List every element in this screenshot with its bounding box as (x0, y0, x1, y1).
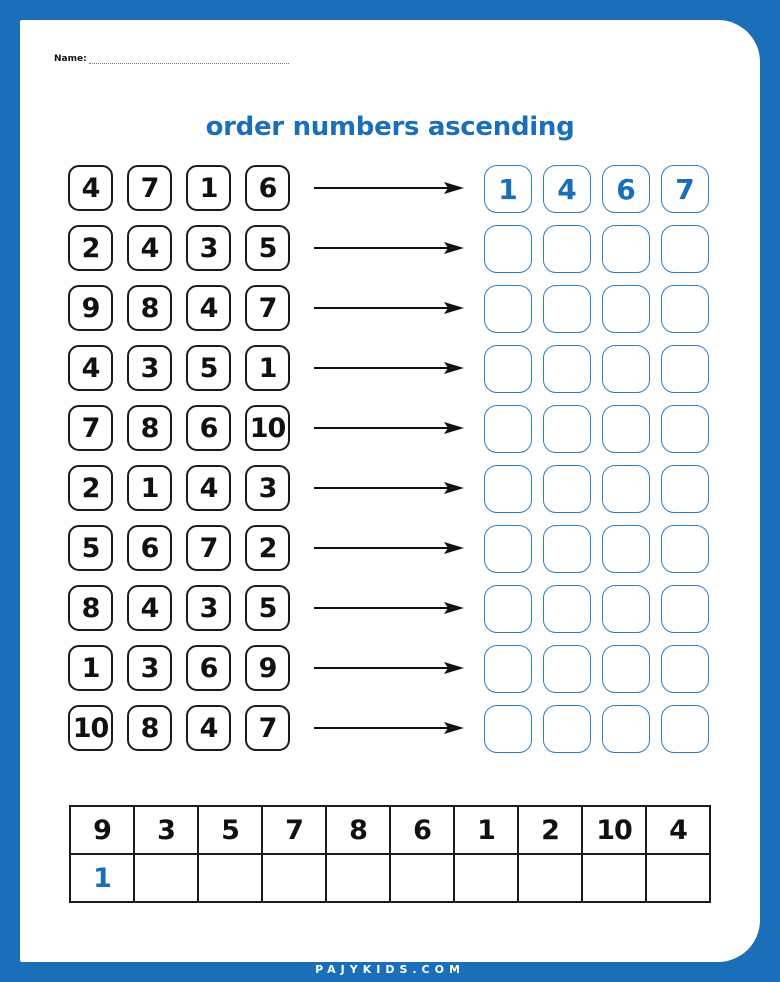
arrow-right-icon (314, 301, 464, 315)
table-answer-cell[interactable]: 1 (70, 854, 134, 902)
table-number-cell: 8 (326, 806, 390, 854)
answer-box[interactable] (543, 705, 591, 753)
exercise-row (68, 285, 718, 335)
exercise-row (68, 525, 718, 575)
answer-box[interactable] (484, 405, 532, 453)
number-box: 2 (68, 225, 113, 271)
answer-box[interactable] (543, 225, 591, 273)
number-box: 3 (186, 585, 231, 631)
exercise-row (68, 165, 718, 215)
number-box: 7 (245, 285, 290, 331)
arrow-right-icon (314, 241, 464, 255)
arrow-right-icon (314, 721, 464, 735)
arrow-right-icon (314, 541, 464, 555)
answer-box[interactable] (543, 285, 591, 333)
number-box: 7 (186, 525, 231, 571)
table-number-cell: 1 (454, 806, 518, 854)
number-box: 2 (68, 465, 113, 511)
answer-box[interactable] (484, 225, 532, 273)
exercise-row (68, 705, 718, 755)
number-box: 4 (186, 285, 231, 331)
table-answer-cell[interactable] (134, 854, 198, 902)
answer-box[interactable] (543, 585, 591, 633)
answer-box[interactable] (661, 345, 709, 393)
answer-box[interactable] (602, 285, 650, 333)
answer-box[interactable] (602, 525, 650, 573)
answer-box[interactable] (602, 405, 650, 453)
table-answer-cell[interactable] (326, 854, 390, 902)
answer-box[interactable] (602, 225, 650, 273)
number-box: 7 (127, 165, 172, 211)
table-number-cell: 10 (582, 806, 646, 854)
number-box: 4 (186, 705, 231, 751)
number-box: 1 (245, 345, 290, 391)
number-box: 4 (127, 585, 172, 631)
answer-box[interactable] (543, 345, 591, 393)
number-box: 3 (245, 465, 290, 511)
number-box: 6 (186, 405, 231, 451)
page-title: order numbers ascending (205, 112, 575, 142)
number-box: 10 (68, 705, 113, 751)
table-number-cell: 6 (390, 806, 454, 854)
answer-box[interactable] (602, 465, 650, 513)
number-box: 4 (186, 465, 231, 511)
number-box: 3 (186, 225, 231, 271)
arrow-right-icon (314, 481, 464, 495)
table-numbers-row (70, 806, 710, 854)
number-box: 6 (245, 165, 290, 211)
number-box: 9 (245, 645, 290, 691)
answer-box[interactable] (661, 525, 709, 573)
number-box: 1 (127, 465, 172, 511)
number-box: 1 (68, 645, 113, 691)
answer-box[interactable] (661, 225, 709, 273)
table-answer-cell[interactable] (390, 854, 454, 902)
ordering-table (69, 805, 711, 903)
answer-box[interactable] (543, 645, 591, 693)
number-box: 6 (186, 645, 231, 691)
answer-box[interactable] (484, 525, 532, 573)
number-box: 10 (245, 405, 290, 451)
number-box: 2 (245, 525, 290, 571)
answer-box[interactable] (602, 585, 650, 633)
table-answer-cell[interactable] (518, 854, 582, 902)
table-number-cell: 4 (646, 806, 710, 854)
answer-box[interactable]: 6 (602, 165, 650, 213)
arrow-right-icon (314, 601, 464, 615)
number-box: 5 (245, 585, 290, 631)
answer-box[interactable] (484, 465, 532, 513)
arrow-right-icon (314, 661, 464, 675)
arrow-right-icon (314, 421, 464, 435)
answer-box[interactable] (484, 585, 532, 633)
number-box: 3 (127, 645, 172, 691)
table-number-cell: 9 (70, 806, 134, 854)
name-line[interactable] (89, 56, 289, 64)
number-box: 9 (68, 285, 113, 331)
answer-box[interactable]: 7 (661, 165, 709, 213)
number-box: 8 (127, 285, 172, 331)
table-number-cell: 3 (134, 806, 198, 854)
table-answer-cell[interactable] (454, 854, 518, 902)
answer-box[interactable] (661, 405, 709, 453)
answer-box[interactable] (661, 465, 709, 513)
table-answers-row (70, 854, 710, 902)
footer-brand: PAJYKIDS.COM (315, 963, 465, 976)
number-box: 7 (68, 405, 113, 451)
answer-box[interactable] (661, 285, 709, 333)
arrow-right-icon (314, 181, 464, 195)
number-box: 7 (245, 705, 290, 751)
exercise-row (68, 645, 718, 695)
exercise-row (68, 225, 718, 275)
answer-box[interactable] (543, 465, 591, 513)
table-answer-cell[interactable] (646, 854, 710, 902)
arrow-right-icon (314, 361, 464, 375)
number-box: 5 (186, 345, 231, 391)
number-box: 5 (68, 525, 113, 571)
exercise-row (68, 405, 718, 455)
answer-box[interactable] (602, 645, 650, 693)
answer-box[interactable] (602, 345, 650, 393)
answer-box[interactable]: 4 (543, 165, 591, 213)
table-answer-cell[interactable] (262, 854, 326, 902)
table-answer-cell[interactable] (198, 854, 262, 902)
table-answer-cell[interactable] (582, 854, 646, 902)
answer-box[interactable] (661, 645, 709, 693)
exercise-row (68, 465, 718, 515)
number-box: 8 (127, 405, 172, 451)
name-label: Name: (54, 54, 87, 64)
answer-box[interactable] (543, 525, 591, 573)
answer-box[interactable] (484, 645, 532, 693)
number-box: 8 (68, 585, 113, 631)
answer-box[interactable]: 1 (484, 165, 532, 213)
table-number-cell: 2 (518, 806, 582, 854)
number-box: 3 (127, 345, 172, 391)
answer-box[interactable] (484, 345, 532, 393)
number-box: 1 (186, 165, 231, 211)
name-field (54, 54, 289, 64)
number-box: 4 (127, 225, 172, 271)
answer-box[interactable] (661, 585, 709, 633)
answer-box[interactable] (484, 285, 532, 333)
answer-box[interactable] (661, 705, 709, 753)
number-box: 4 (68, 165, 113, 211)
number-box: 4 (68, 345, 113, 391)
worksheet (20, 20, 760, 962)
number-box: 8 (127, 705, 172, 751)
answer-box[interactable] (543, 405, 591, 453)
answer-box[interactable] (484, 705, 532, 753)
table-number-cell: 7 (262, 806, 326, 854)
number-box: 6 (127, 525, 172, 571)
answer-box[interactable] (602, 705, 650, 753)
table-number-cell: 5 (198, 806, 262, 854)
exercise-row (68, 585, 718, 635)
exercise-row (68, 345, 718, 395)
number-box: 5 (245, 225, 290, 271)
